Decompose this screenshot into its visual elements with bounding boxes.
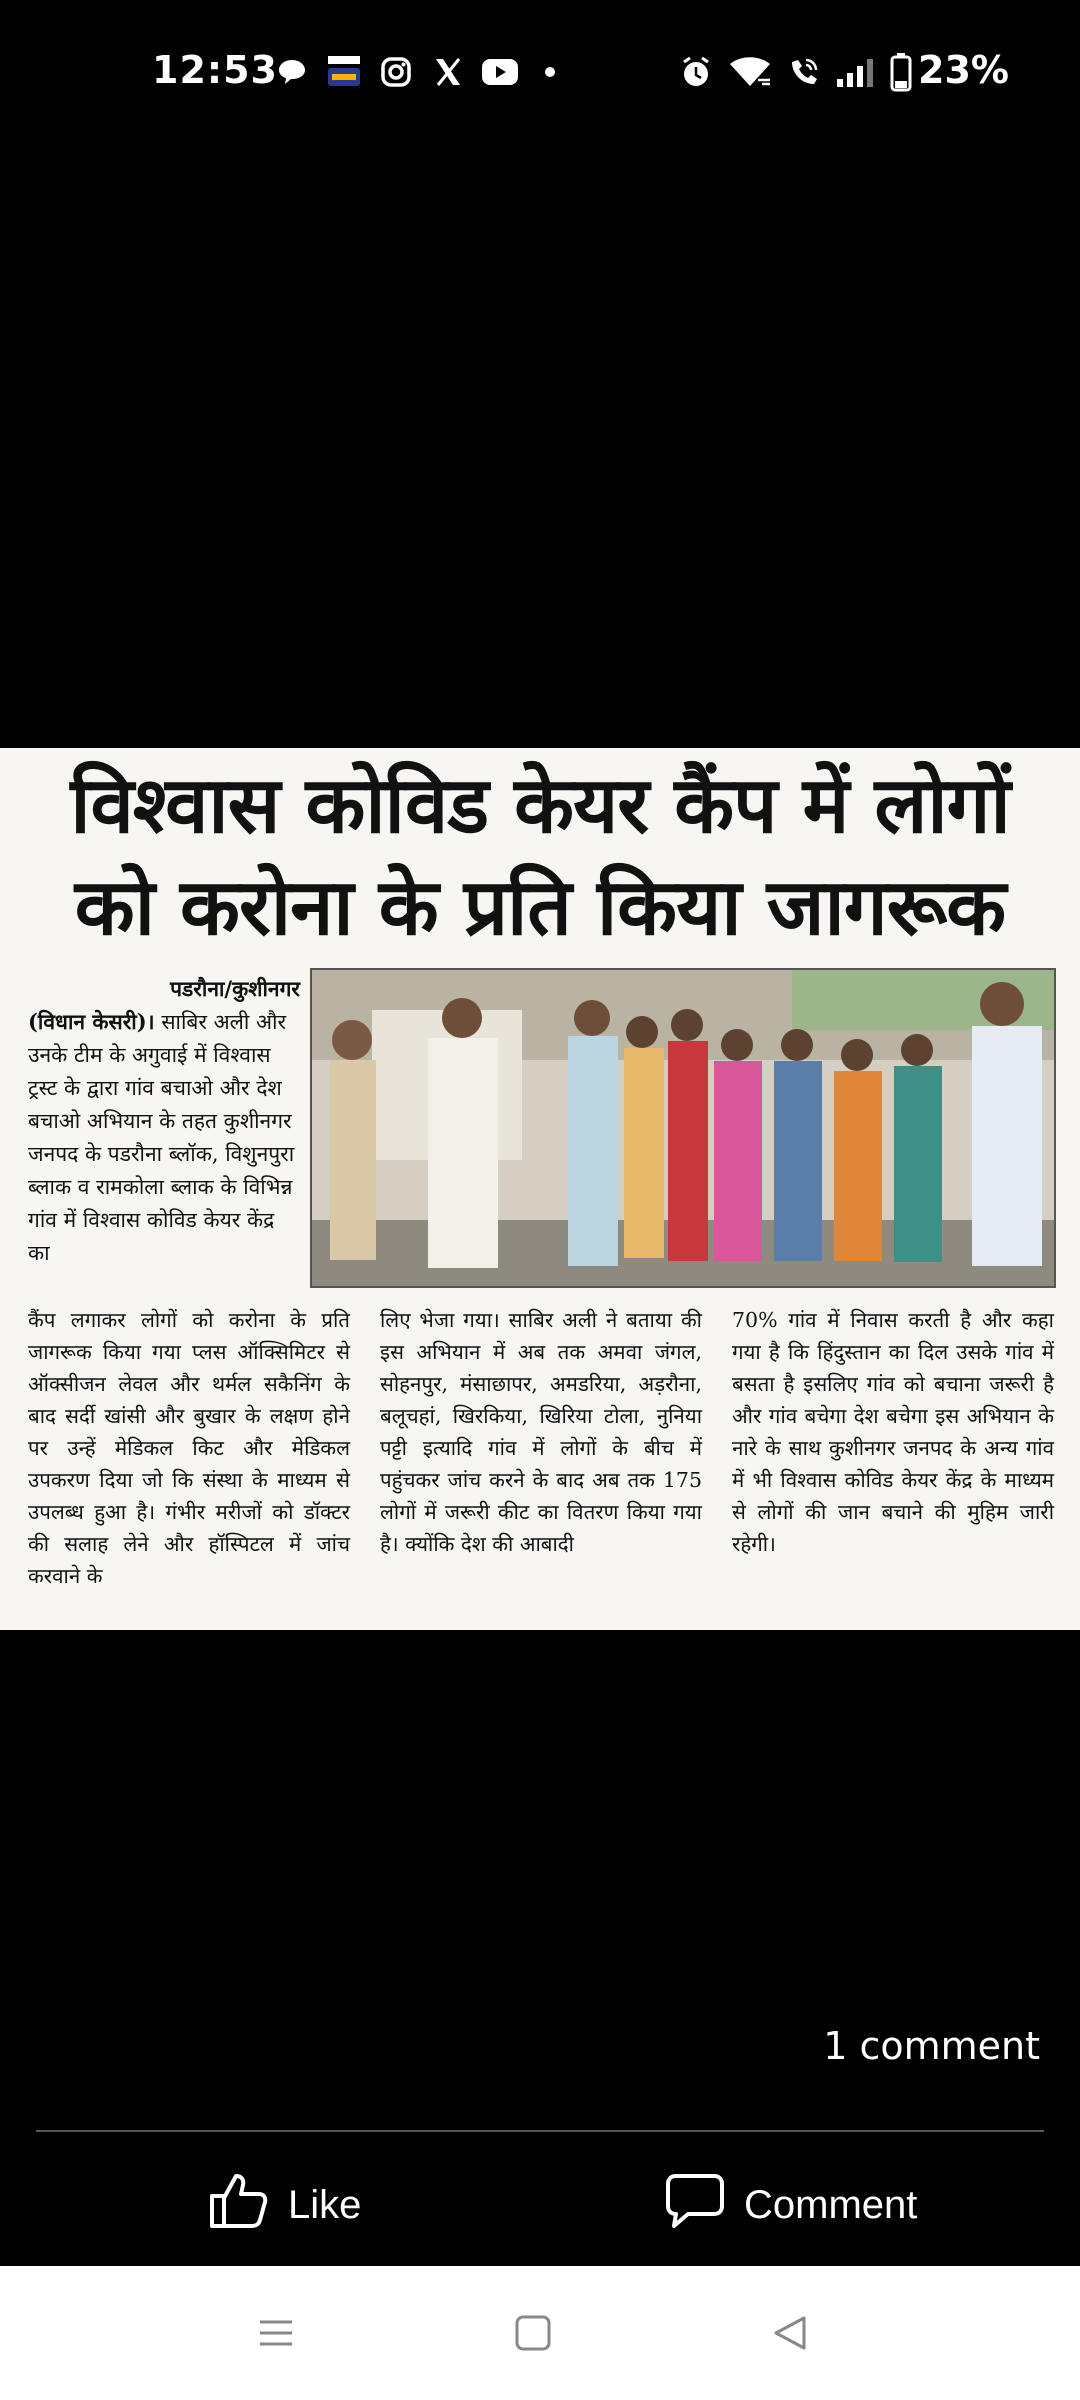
alarm-icon: [676, 52, 716, 92]
status-bar: [0, 0, 1080, 150]
thumbs-up-icon: [208, 2170, 270, 2240]
x-icon: [428, 52, 468, 92]
status-time: 12:53: [152, 48, 278, 92]
comment-label: Comment: [744, 2182, 918, 2227]
back-triangle-icon[interactable]: [762, 2308, 818, 2358]
intro-text: साबिर अली और उनके टीम के अगुवाई में विश्वास ट्रस्ट के द्वारा गांव बचाओ और देश बचाओ अभियान के तहत कुशीनगर जनपद के पडरौना ब्लॉक, विशुनपुरा ब्लाक व रामकोला ब्लाक के विभिन्न गांव में विश्वास कोविड केयर केंद्र का: [28, 1010, 295, 1265]
navigation-bar: [0, 2266, 1080, 2400]
wifi-calling-icon: [784, 52, 824, 92]
article-column-3: 70% गांव में निवास करती है और कहा गया है कि हिंदुस्तान का दिल उसके गांव में बसता है इसलिए गांव को बचाना जरूरी है और गांव बचेगा देश बचेगा इस अभियान के नारे के साथ कुशीनगर जनपद के अन्य गांव में भी विश्वास कोविड केयर केंद्र के माध्यम से लोगों की जान बचाने की मुहिम जारी रहेगी।: [732, 1308, 1054, 1556]
like-button[interactable]: [208, 2170, 361, 2240]
divider: [36, 2130, 1044, 2132]
comment-bubble-icon: [664, 2170, 726, 2240]
sonyliv-icon: [322, 52, 366, 92]
battery-percentage: 23%: [918, 48, 1009, 92]
headline-line-2: को करोना के प्रति किया जागरूक: [74, 863, 1006, 953]
headline-line-1: विश्वास कोविड केयर कैंप में लोगों: [70, 761, 1010, 851]
battery-icon: [886, 52, 916, 92]
instagram-icon: [376, 52, 416, 92]
byline-source: (विधान केसरी)।: [28, 1009, 155, 1034]
post-image[interactable]: [0, 748, 1080, 1630]
signal-icon: [834, 52, 880, 92]
chat-bubble-icon: [272, 52, 312, 92]
news-photo: [310, 968, 1056, 1288]
home-square-icon[interactable]: [505, 2308, 561, 2358]
like-label: Like: [288, 2182, 362, 2227]
article-intro: [28, 972, 300, 1270]
wifi-icon: [726, 52, 774, 92]
comment-count-link[interactable]: 1 comment: [823, 2024, 1040, 2068]
article-column-1: कैंप लगाकर लोगों को करोना के प्रति जागरूक किया गया प्लस ऑक्सिमिटर से ऑक्सीजन लेवल और थर्मल सकैनिंग के बाद सर्दी खांसी और बुखार के लक्षण होने पर उन्हें मेडिकल किट और मेडिकल उपकरण दिया जो कि संस्था के माध्यम से उपलब्ध हुआ है। गंभीर मरीजों को डॉक्टर की सलाह लेने और हॉस्पिटल में जांच करवाने के: [28, 1308, 350, 1588]
comment-button[interactable]: [664, 2170, 917, 2240]
dateline: पडरौना/कुशीनगर: [170, 976, 300, 1001]
dot-icon: [540, 52, 560, 92]
article-column-2: लिए भेजा गया। साबिर अली ने बताया की इस अभियान में अब तक अमवा जंगल, सोहनपुर, मंसाछापर, अमडरिया, अड़रौना, बलूचहां, खिरकिया, खिरिया टोला, नुनिया पट्टी इत्यादि गांव में लोगों के बीच में पहुंचकर जांच करने के बाद अब तक 175 लोगों में जरूरी कीट का वितरण किया गया है। क्योंकि देश की आबादी: [380, 1308, 702, 1556]
youtube-icon: [478, 52, 522, 92]
menu-icon[interactable]: [248, 2308, 304, 2358]
